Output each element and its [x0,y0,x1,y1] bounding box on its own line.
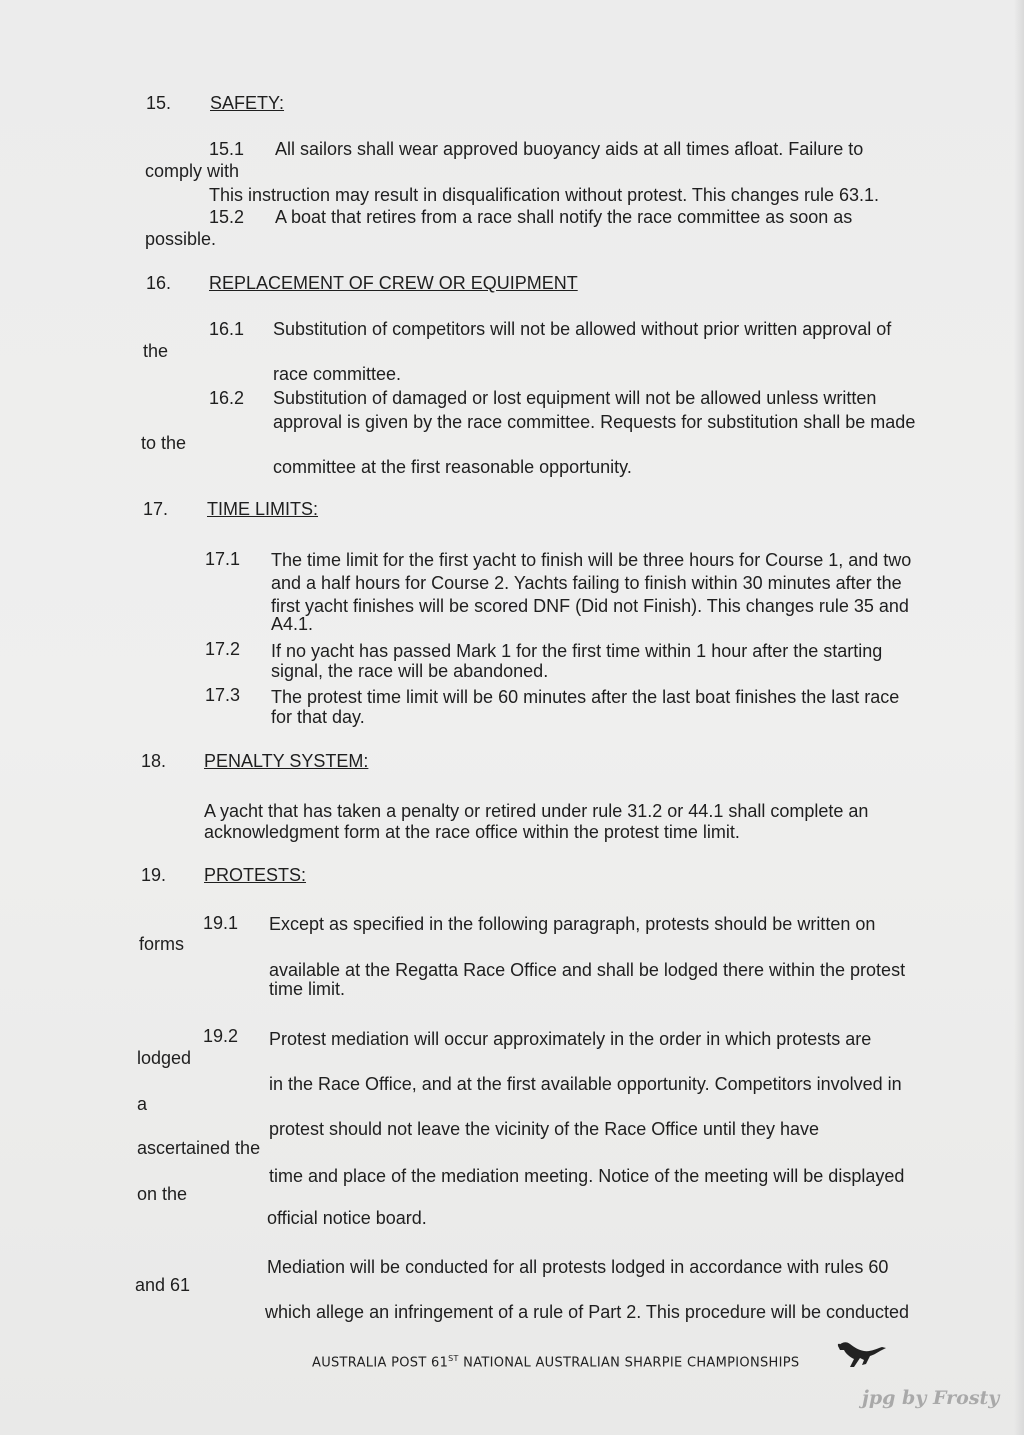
clause-19-2-line7: time and place of the mediation meeting. Notice of the meeting will be displayed [269,1166,905,1186]
kangaroo-icon [832,1334,890,1370]
clause-16-2-number: 16.2 [209,388,245,408]
footer-championship [312,1354,799,1370]
section-16-title: REPLACEMENT OF CREW OR EQUIPMENT [209,273,578,293]
section-18-title: PENALTY SYSTEM: [204,751,369,771]
clause-17-2-line1: If no yacht has passed Mark 1 for the first time within 1 hour after the starting [271,641,883,661]
clause-19-1-line1: Except as specified in the following paragraph, protests should be written on [269,914,876,934]
section-18-line2: acknowledgment form at the race office within the protest time limit. [204,822,740,842]
clause-19-2-line6: ascertained the [137,1138,261,1158]
clause-19-2-line2: lodged [137,1048,192,1068]
clause-19-2-line8: on the [137,1184,188,1204]
section-17-title: TIME LIMITS: [207,499,319,519]
footer-pre: AUSTRALIA POST 61 [312,1355,449,1371]
clause-19-2-line11: and 61 [135,1275,191,1295]
clause-16-2-line1: Substitution of damaged or lost equipment will not be allowed unless written [273,388,877,408]
section-16-number: 16. [146,273,172,293]
clause-17-3-number: 17.3 [205,685,241,705]
clause-17-1-number: 17.1 [205,549,241,569]
section-19-number: 19. [141,865,167,885]
clause-15-1-line3: This instruction may result in disqualification without protest. This changes rule 63.1. [209,185,879,205]
clause-19-1-line3: available at the Regatta Race Office and shall be lodged there within the protest [269,960,906,980]
clause-17-1-line1: The time limit for the first yacht to finish will be three hours for Course 1, and two [271,550,912,570]
clause-15-2-line2: possible. [145,229,217,249]
clause-15-1-number: 15.1 [209,139,245,159]
clause-15-2-line1: A boat that retires from a race shall notify the race committee as soon as [275,207,853,227]
clause-16-2-line4: committee at the first reasonable opportunity. [273,457,632,477]
page-edge-shadow [1014,0,1024,1435]
clause-17-1-line3: first yacht finishes will be scored DNF (Did not Finish). This changes rule 35 and [271,596,909,616]
clause-16-1-line1: Substitution of competitors will not be allowed without prior written approval of [273,319,892,339]
clause-19-1-number: 19.1 [203,913,239,933]
clause-16-1-line2: the [143,341,169,361]
clause-17-1-line2: and a half hours for Course 2. Yachts failing to finish within 30 minutes after the [271,573,902,593]
clause-17-1-line4: A4.1. [271,614,314,634]
section-15-number: 15. [146,93,172,113]
clause-19-1-line4: time limit. [269,979,345,999]
clause-19-2-line9: official notice board. [267,1208,427,1228]
clause-17-2-number: 17.2 [205,639,241,659]
clause-16-1-line3: race committee. [273,364,402,384]
clause-16-1-number: 16.1 [209,319,245,339]
clause-19-1-line2: forms [139,934,184,954]
clause-17-2-line2: signal, the race will be abandoned. [271,661,549,681]
clause-19-2-line5: protest should not leave the vicinity of the Race Office until they have [269,1119,819,1139]
clause-15-2-number: 15.2 [209,207,245,227]
clause-19-2-line12: which allege an infringement of a rule of Part 2. This procedure will be conducted [265,1302,910,1322]
section-17-number: 17. [143,499,169,519]
section-19-title: PROTESTS: [204,865,307,885]
clause-19-2-line3: in the Race Office, and at the first available opportunity. Competitors involved in [269,1074,902,1094]
section-18-number: 18. [141,751,167,771]
clause-15-1-line2: comply with [145,161,240,181]
clause-19-2-number: 19.2 [203,1026,239,1046]
clause-16-2-line2: approval is given by the race committee. Requests for substitution shall be made [273,412,916,432]
footer-sup: ST [448,1354,459,1363]
clause-17-3-line2: for that day. [271,707,365,727]
clause-17-3-line1: The protest time limit will be 60 minutes after the last boat finishes the last race [271,687,900,707]
clause-19-2-line10: Mediation will be conducted for all protests lodged in accordance with rules 60 [267,1257,889,1277]
clause-19-2-line4: a [137,1094,148,1114]
clause-15-1-line1: All sailors shall wear approved buoyancy aids at all times afloat. Failure to [275,139,864,159]
clause-16-2-line3: to the [141,433,187,453]
photo-credit: jpg by Frosty [862,1387,1000,1409]
section-15-title: SAFETY: [210,93,285,113]
footer-post: NATIONAL AUSTRALIAN SHARPIE CHAMPIONSHIPS [458,1355,800,1371]
clause-19-2-line1: Protest mediation will occur approximately in the order in which protests are [269,1029,872,1049]
section-18-line1: A yacht that has taken a penalty or retired under rule 31.2 or 44.1 shall complete an [204,801,869,821]
